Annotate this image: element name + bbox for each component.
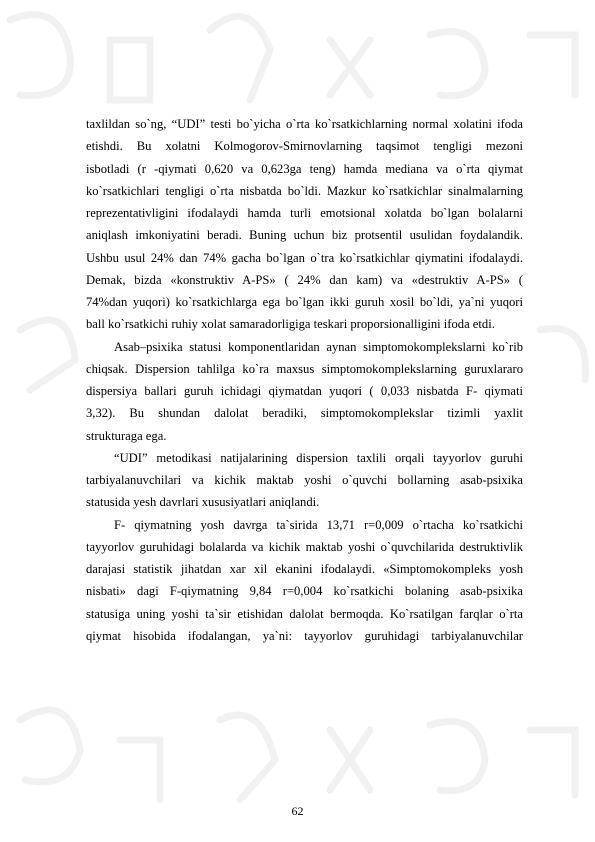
text-line: dispersiya ballari guruh ichidagi qiymatdan yuqori ( 0,033 nisbatda F- qiymati [86, 384, 523, 398]
text-line: nisbati» dagi F-qiymatning 9,84 r=0,004 ko`rsatkichi bolaning asab-psixika [86, 584, 523, 599]
text-line: chiqsak. Dispersion tahlilga ko`ra maxsus simptomokomplekslarning guruxlararo [86, 361, 523, 376]
watermark-mark [110, 40, 150, 100]
text-line: statusida yesh davrlari xususiyatlari aniqlandi. [86, 495, 320, 510]
text-line: aniqlash imkoniyatini beradi. Buning uchun biz protsentil usulidan foydalandik. [86, 228, 523, 243]
text-line: Asab–psixika statusi komponentlaridan aynan simptomokomplekslarni ko`rib [114, 339, 523, 354]
page-number: 62 [291, 804, 304, 818]
text-line: etishdi. Bu xolatni Kolmogorov-Smirnovlarning taqsimot tengligi mezoni [86, 139, 523, 154]
watermark-mark [540, 329, 585, 380]
watermark-mark [10, 15, 70, 96]
text-line: F- qiymatning yosh davrga ta`sirida 13,71 r=0,009 o`rtacha ko`rsatkichi [114, 517, 523, 532]
text-line: darajasi statistik jihatdan xar xil ekanini ifodalaydi. «Simptomokompleks yosh [86, 562, 523, 576]
watermark-mark [330, 730, 370, 790]
text-line: Demak, bizda «konstruktiv A-PS» ( 24% dan kam) va «destruktiv A-PS» ( [86, 272, 523, 287]
text-line: ko`rsatkichlari tengligi o`rta nisbatda bo`ldi. Mazkur ko`rsatkichlar sinalmalarning [86, 183, 523, 198]
watermark-mark [330, 40, 370, 95]
text-line: “UDI” metodikasi natijalarining dispersion taxlili orqali tayyorlov guruhi [114, 450, 523, 465]
text-line: tarbiyalanuvchilari va kichik maktab yoshi o`quvchi bollarning asab-psixika [86, 473, 523, 487]
watermark-mark [120, 740, 160, 800]
text-line: strukturaga ega. [86, 428, 167, 443]
text-line: statusiga uning yoshi ta`sir etishidan dalolat bermoqda. Ko`rsatilgan farqlar o`rta [86, 606, 523, 621]
paragraph [86, 447, 523, 514]
watermark-mark [220, 715, 275, 800]
watermark-mark [530, 35, 575, 95]
page-body [86, 113, 523, 647]
watermark-mark [20, 320, 75, 390]
text-line: 74%dan yuqori) ko`rsatkichlarga ega bo`lgan ikki guruh xosil bo`ldi, ya`ni yuqori [86, 295, 523, 309]
paragraph [86, 336, 523, 447]
text-line: tayyorlov guruhidagi bolalarda va kichik maktab yoshi o`quvchilarida destruktivlik [86, 539, 523, 554]
watermark-mark [530, 730, 575, 795]
watermark-mark [430, 32, 485, 96]
watermark-mark [430, 722, 485, 791]
text-line: reprezentativligini ifodalaydi hamda turli emotsional xolatda bo`lgan bolalarni [86, 206, 523, 220]
text-line: Ushbu usul 24% dan 74% gacha bo`lgan o`tra ko`rsatkichlar qiymatini ifodalaydi. [86, 250, 523, 265]
paragraph [86, 514, 523, 648]
text-line: qiymat hisobida ifodalangan, ya`ni: tayyorlov guruhidagi tarbiyalanuvchilar [86, 628, 523, 643]
watermark-mark [20, 710, 80, 782]
paragraph [86, 113, 523, 336]
text-line: 3,32). Bu shundan dalolat beradiki, simptomokomplekslar tizimli yaxlit [86, 406, 523, 421]
text-line: ball ko`rsatkichi ruhiy xolat samaradorligiga teskari proporsionalligini ifoda etdi. [86, 317, 495, 332]
text-line: isbotladi (r -qiymati 0,620 va 0,623ga teng) hamda mediana va o`rta qiymat [86, 161, 523, 176]
text-line: taxlildan so`ng, “UDI” testi bo`yicha o`rta ko`rsatkichlarning normal xolatini ifoda [86, 117, 523, 131]
watermark-mark [210, 16, 270, 100]
